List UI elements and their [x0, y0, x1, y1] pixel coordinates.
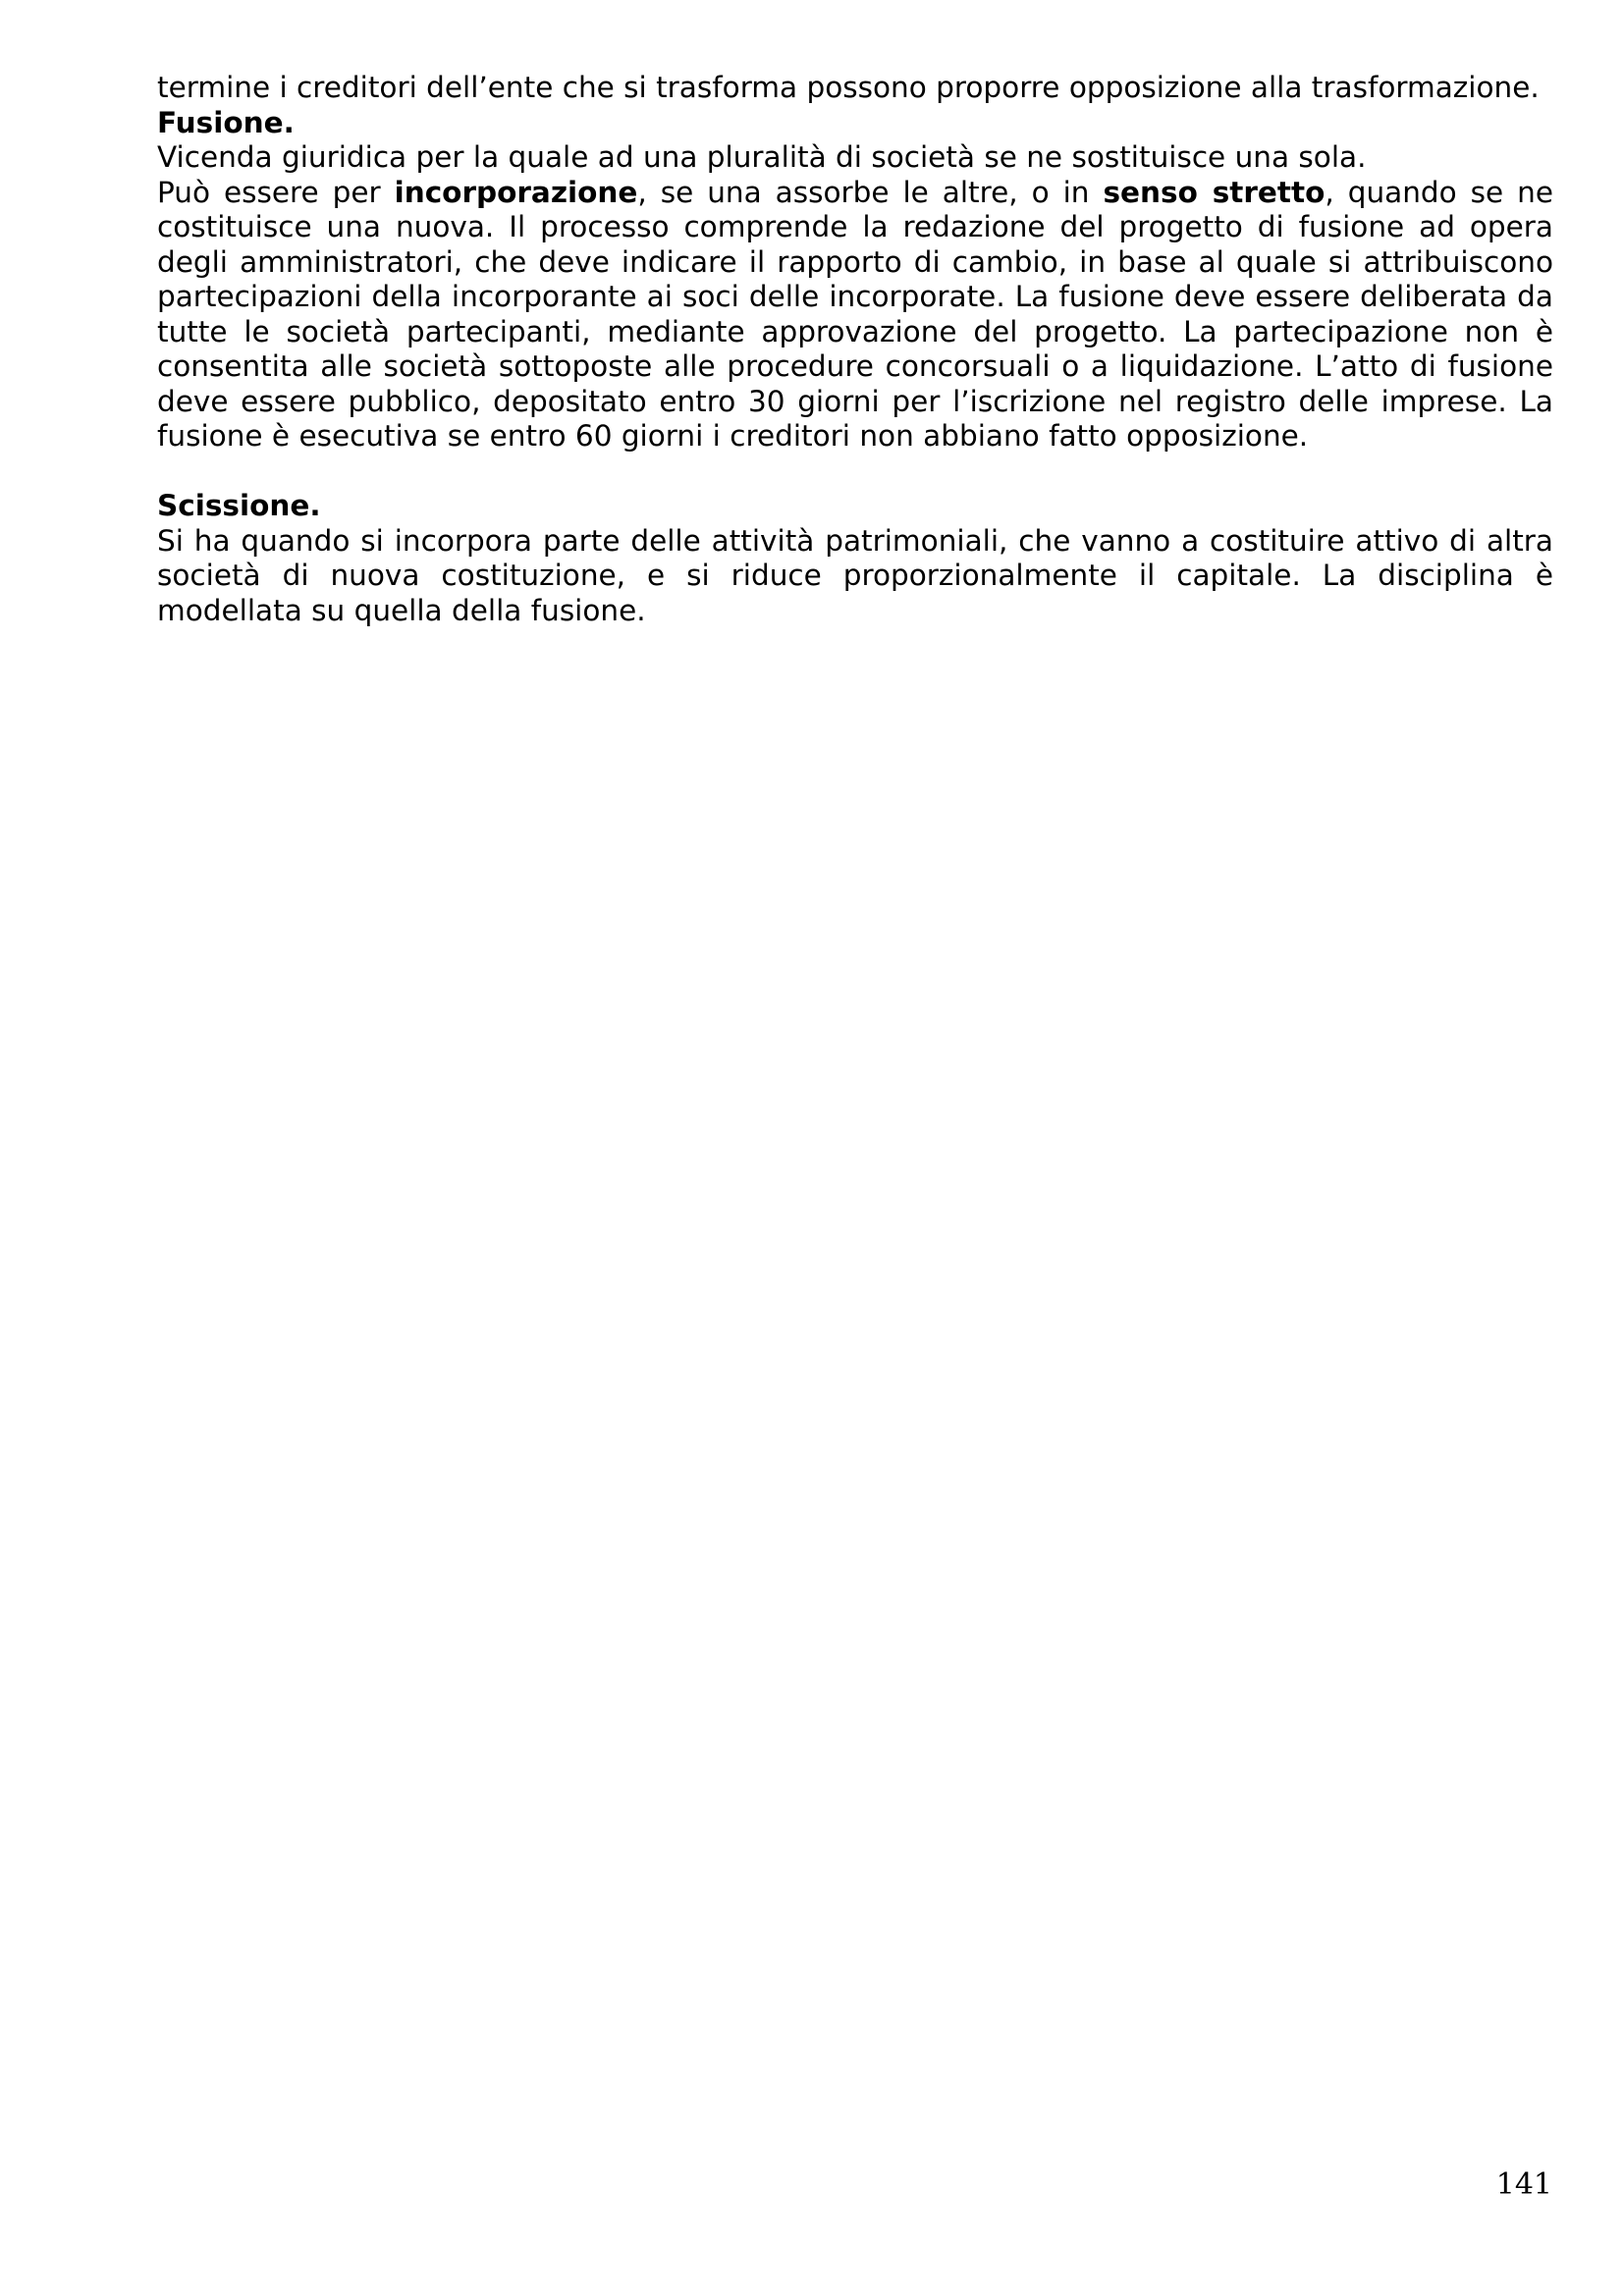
fusione-body-part2: , se una assorbe le altre, o in: [637, 175, 1104, 209]
page-number: 141: [1495, 2167, 1552, 2202]
term-senso-stretto: senso stretto: [1103, 175, 1325, 209]
scissione-heading: Scissione.: [157, 489, 321, 522]
fusione-heading: Fusione.: [157, 105, 295, 139]
fusione-body-part3: , quando se ne costituisce una nuova. Il processo comprende la redazione del progetto di fusione ad opera degli amministratori, che deve indicare il rapporto di cambio, in base al quale si attribuiscono partecipazioni della incorporante ai soci delle incorporate. La fusione deve essere deliberata da tutte le società partecipanti, mediante approvazione del progetto. La partecipazione non è consentita alle società sottoposte alle procedure concorsuali o a liquidazione. L’atto di fusione deve essere pubblico, depositato entro 30 giorni per l’iscrizione nel registro delle imprese. La fusione è esecutiva se entro 60 giorni i creditori non abbiano fatto opposizione.: [157, 175, 1553, 453]
intro-paragraph: termine i creditori dell’ente che si trasforma possono proporre opposizione alla trasformazione.: [157, 71, 1540, 104]
fusione-body: [157, 176, 1553, 454]
section-spacer: [157, 454, 1553, 490]
page-content: [157, 71, 1553, 628]
term-incorporazione: incorporazione: [394, 175, 638, 209]
fusione-definition: Vicenda giuridica per la quale ad una pluralità di società se ne sostituisce una sola.: [157, 140, 1367, 174]
fusione-body-part1: Può essere per: [157, 175, 395, 209]
scissione-body: Si ha quando si incorpora parte delle attività patrimoniali, che vanno a costituire attivo di altra società di nuova costituzione, e si riduce proporzionalmente il capitale. La disciplina è modellata su quella della fusione.: [157, 523, 1553, 627]
